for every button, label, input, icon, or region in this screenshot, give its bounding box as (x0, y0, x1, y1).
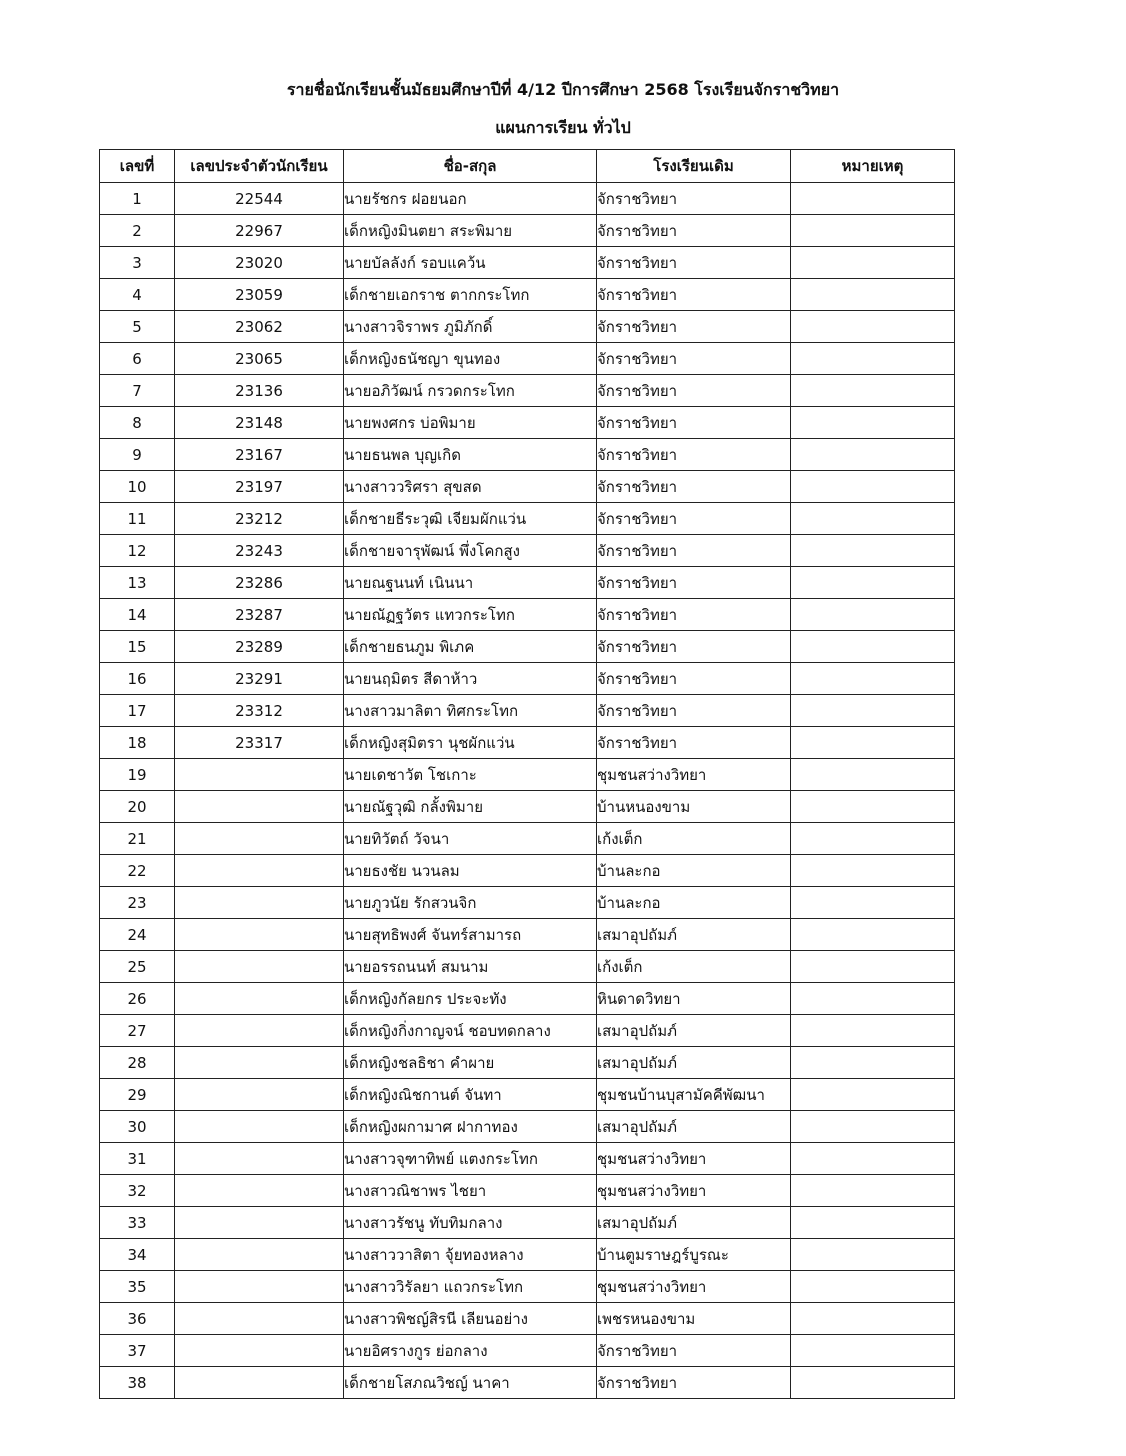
student-name-cell: เด็กหญิงณิชกานต์ จันทา (344, 1079, 597, 1111)
student-id-cell (175, 1239, 344, 1271)
table-row (100, 663, 955, 695)
previous-school-cell: เสมาอุปถัมภ์ (597, 1207, 791, 1239)
student-name-cell: นายอรรถนนท์ สมนาม (344, 951, 597, 983)
student-id-cell (175, 1047, 344, 1079)
student-name-cell: นายณัฏฐวัตร แทวกระโทก (344, 599, 597, 631)
student-number-cell: 8 (100, 407, 175, 439)
remarks-cell (791, 535, 955, 567)
table-row (100, 823, 955, 855)
previous-school-cell: เสมาอุปถัมภ์ (597, 1047, 791, 1079)
student-number-cell: 5 (100, 311, 175, 343)
previous-school-cell: เสมาอุปถัมภ์ (597, 1015, 791, 1047)
remarks-cell (791, 983, 955, 1015)
student-number-cell: 28 (100, 1047, 175, 1079)
remarks-cell (791, 727, 955, 759)
student-name-cell: นางสาวจิราพร ภูมิภักดิ์ (344, 311, 597, 343)
remarks-cell (791, 1015, 955, 1047)
student-id-cell: 23065 (175, 343, 344, 375)
remarks-cell (791, 311, 955, 343)
column-header-name: ชื่อ-สกุล (344, 150, 597, 183)
student-name-cell: นางสาววาสิตา จุ้ยทองหลาง (344, 1239, 597, 1271)
remarks-cell (791, 439, 955, 471)
table-row (100, 1175, 955, 1207)
table-row (100, 343, 955, 375)
student-id-cell (175, 1207, 344, 1239)
table-row (100, 215, 955, 247)
student-number-cell: 21 (100, 823, 175, 855)
student-id-cell: 22544 (175, 183, 344, 215)
previous-school-cell: จักราชวิทยา (597, 535, 791, 567)
table-row (100, 1143, 955, 1175)
previous-school-cell: จักราชวิทยา (597, 663, 791, 695)
table-row (100, 1047, 955, 1079)
previous-school-cell: จักราชวิทยา (597, 311, 791, 343)
student-id-cell: 23291 (175, 663, 344, 695)
previous-school-cell: เก้งเต็ก (597, 951, 791, 983)
table-row (100, 567, 955, 599)
table-row (100, 311, 955, 343)
student-name-cell: เด็กหญิงมินตยา สระพิมาย (344, 215, 597, 247)
table-row (100, 503, 955, 535)
student-number-cell: 20 (100, 791, 175, 823)
previous-school-cell: ชุมชนสว่างวิทยา (597, 759, 791, 791)
table-header-row (100, 150, 955, 183)
remarks-cell (791, 823, 955, 855)
student-id-cell: 23287 (175, 599, 344, 631)
student-name-cell: นางสาวรัชนู ทับทิมกลาง (344, 1207, 597, 1239)
remarks-cell (791, 663, 955, 695)
document-subtitle: แผนการเรียน ทั่วไป (495, 118, 631, 137)
student-name-cell: เด็กชายจารุพัฒน์ พึ่งโคกสูง (344, 535, 597, 567)
table-row (100, 375, 955, 407)
student-id-cell (175, 791, 344, 823)
previous-school-cell: จักราชวิทยา (597, 343, 791, 375)
student-id-cell: 23212 (175, 503, 344, 535)
previous-school-cell: จักราชวิทยา (597, 599, 791, 631)
student-name-cell: นายบัลลังก์ รอบแคว้น (344, 247, 597, 279)
remarks-cell (791, 695, 955, 727)
student-id-cell: 23020 (175, 247, 344, 279)
table-row (100, 535, 955, 567)
remarks-cell (791, 1047, 955, 1079)
table-row (100, 1111, 955, 1143)
table-row (100, 1079, 955, 1111)
student-id-cell: 23286 (175, 567, 344, 599)
previous-school-cell: จักราชวิทยา (597, 631, 791, 663)
student-number-cell: 19 (100, 759, 175, 791)
student-number-cell: 13 (100, 567, 175, 599)
remarks-cell (791, 1367, 955, 1399)
student-id-cell (175, 887, 344, 919)
previous-school-cell: ชุมชนบ้านบุสามัคคีพัฒนา (597, 1079, 791, 1111)
student-name-cell: นายณัฐวุฒิ กลั้งพิมาย (344, 791, 597, 823)
remarks-cell (791, 407, 955, 439)
table-row (100, 631, 955, 663)
student-name-cell: นายอิศรางกูร ย่อกลาง (344, 1335, 597, 1367)
remarks-cell (791, 599, 955, 631)
remarks-cell (791, 791, 955, 823)
student-name-cell: นายพงศกร บ่อพิมาย (344, 407, 597, 439)
remarks-cell (791, 631, 955, 663)
previous-school-cell: จักราชวิทยา (597, 375, 791, 407)
student-number-cell: 15 (100, 631, 175, 663)
student-number-cell: 27 (100, 1015, 175, 1047)
student-number-cell: 31 (100, 1143, 175, 1175)
remarks-cell (791, 1207, 955, 1239)
table-row (100, 1335, 955, 1367)
student-id-cell: 23317 (175, 727, 344, 759)
student-name-cell: นางสาวณิชาพร ไชยา (344, 1175, 597, 1207)
previous-school-cell: จักราชวิทยา (597, 407, 791, 439)
student-name-cell: นางสาววริศรา สุขสด (344, 471, 597, 503)
remarks-cell (791, 279, 955, 311)
table-row (100, 1303, 955, 1335)
student-id-cell: 23136 (175, 375, 344, 407)
student-name-cell: เด็กหญิงผกามาศ ฝากาทอง (344, 1111, 597, 1143)
previous-school-cell: หินดาดวิทยา (597, 983, 791, 1015)
table-row (100, 183, 955, 215)
remarks-cell (791, 887, 955, 919)
table-body (100, 183, 955, 1399)
student-number-cell: 37 (100, 1335, 175, 1367)
remarks-cell (791, 343, 955, 375)
student-number-cell: 16 (100, 663, 175, 695)
student-name-cell: นายรัชกร ฝอยนอก (344, 183, 597, 215)
remarks-cell (791, 1271, 955, 1303)
table-row (100, 439, 955, 471)
previous-school-cell: บ้านหนองขาม (597, 791, 791, 823)
remarks-cell (791, 567, 955, 599)
remarks-cell (791, 1303, 955, 1335)
remarks-cell (791, 1239, 955, 1271)
student-number-cell: 2 (100, 215, 175, 247)
student-id-cell (175, 1111, 344, 1143)
student-name-cell: นายเดชาวัต โชเกาะ (344, 759, 597, 791)
previous-school-cell: จักราชวิทยา (597, 1367, 791, 1399)
student-id-cell: 23243 (175, 535, 344, 567)
student-id-cell (175, 855, 344, 887)
previous-school-cell: ชุมชนสว่างวิทยา (597, 1175, 791, 1207)
student-id-cell: 23312 (175, 695, 344, 727)
student-name-cell: นายนฤมิตร สีดาห้าว (344, 663, 597, 695)
student-id-cell: 23167 (175, 439, 344, 471)
student-number-cell: 14 (100, 599, 175, 631)
student-number-cell: 25 (100, 951, 175, 983)
student-id-cell: 23197 (175, 471, 344, 503)
table-row (100, 855, 955, 887)
remarks-cell (791, 375, 955, 407)
student-name-cell: เด็กหญิงชลธิชา คำผาย (344, 1047, 597, 1079)
table-row (100, 887, 955, 919)
student-name-cell: นายภูวนัย รักสวนจิก (344, 887, 597, 919)
remarks-cell (791, 1335, 955, 1367)
previous-school-cell: จักราชวิทยา (597, 247, 791, 279)
student-name-cell: นายธงชัย นวนลม (344, 855, 597, 887)
table-row (100, 759, 955, 791)
student-id-cell: 23289 (175, 631, 344, 663)
student-id-cell: 23059 (175, 279, 344, 311)
student-id-cell (175, 1079, 344, 1111)
student-id-cell (175, 1271, 344, 1303)
student-roster-table (99, 149, 955, 1399)
student-number-cell: 18 (100, 727, 175, 759)
student-name-cell: นายทิวัตถ์ วัจนา (344, 823, 597, 855)
table-row (100, 1015, 955, 1047)
student-number-cell: 32 (100, 1175, 175, 1207)
student-name-cell: นายธนพล บุญเกิด (344, 439, 597, 471)
student-number-cell: 6 (100, 343, 175, 375)
student-number-cell: 9 (100, 439, 175, 471)
table-row (100, 983, 955, 1015)
column-header-number: เลขที่ (100, 150, 175, 183)
table-row (100, 1239, 955, 1271)
student-id-cell (175, 951, 344, 983)
table-row (100, 727, 955, 759)
table-row (100, 791, 955, 823)
student-name-cell: เด็กชายธนภูม พิเภค (344, 631, 597, 663)
student-id-cell (175, 1143, 344, 1175)
remarks-cell (791, 183, 955, 215)
student-number-cell: 22 (100, 855, 175, 887)
column-header-student-id: เลขประจำตัวนักเรียน (175, 150, 344, 183)
remarks-cell (791, 919, 955, 951)
previous-school-cell: จักราชวิทยา (597, 439, 791, 471)
student-number-cell: 33 (100, 1207, 175, 1239)
student-number-cell: 36 (100, 1303, 175, 1335)
previous-school-cell: ชุมชนสว่างวิทยา (597, 1271, 791, 1303)
student-name-cell: นางสาวจุฑาทิพย์ แตงกระโทก (344, 1143, 597, 1175)
student-name-cell: นายณฐนนท์ เนินนา (344, 567, 597, 599)
table-row (100, 471, 955, 503)
column-header-remarks: หมายเหตุ (791, 150, 955, 183)
student-number-cell: 7 (100, 375, 175, 407)
previous-school-cell: บ้านละกอ (597, 855, 791, 887)
student-number-cell: 38 (100, 1367, 175, 1399)
previous-school-cell: บ้านละกอ (597, 887, 791, 919)
student-name-cell: นายสุทธิพงศ์ จันทร์สามารถ (344, 919, 597, 951)
previous-school-cell: ชุมชนสว่างวิทยา (597, 1143, 791, 1175)
previous-school-cell: จักราชวิทยา (597, 727, 791, 759)
column-header-previous-school: โรงเรียนเดิม (597, 150, 791, 183)
student-number-cell: 3 (100, 247, 175, 279)
remarks-cell (791, 855, 955, 887)
remarks-cell (791, 247, 955, 279)
previous-school-cell: เสมาอุปถัมภ์ (597, 919, 791, 951)
student-name-cell: นางสาวพิชญ์สิรนี เลียนอย่าง (344, 1303, 597, 1335)
previous-school-cell: จักราชวิทยา (597, 567, 791, 599)
student-name-cell: เด็กชายธีระวุฒิ เจียมผักแว่น (344, 503, 597, 535)
student-id-cell (175, 919, 344, 951)
student-number-cell: 4 (100, 279, 175, 311)
table-row (100, 695, 955, 727)
previous-school-cell: เก้งเต็ก (597, 823, 791, 855)
previous-school-cell: จักราชวิทยา (597, 215, 791, 247)
student-id-cell (175, 1303, 344, 1335)
student-number-cell: 29 (100, 1079, 175, 1111)
table-row (100, 919, 955, 951)
table-row (100, 1271, 955, 1303)
student-name-cell: เด็กชายโสภณวิชญ์ นาคา (344, 1367, 597, 1399)
student-id-cell: 22967 (175, 215, 344, 247)
student-number-cell: 1 (100, 183, 175, 215)
student-name-cell: เด็กหญิงสุมิตรา นุชผักแว่น (344, 727, 597, 759)
previous-school-cell: จักราชวิทยา (597, 183, 791, 215)
student-id-cell (175, 983, 344, 1015)
student-id-cell: 23062 (175, 311, 344, 343)
student-number-cell: 17 (100, 695, 175, 727)
student-number-cell: 34 (100, 1239, 175, 1271)
table-row (100, 407, 955, 439)
remarks-cell (791, 471, 955, 503)
student-name-cell: เด็กหญิงกิ่งกาญจน์ ชอบทดกลาง (344, 1015, 597, 1047)
student-id-cell (175, 1175, 344, 1207)
previous-school-cell: จักราชวิทยา (597, 1335, 791, 1367)
table-row (100, 279, 955, 311)
student-id-cell (175, 1335, 344, 1367)
previous-school-cell: จักราชวิทยา (597, 695, 791, 727)
remarks-cell (791, 215, 955, 247)
student-id-cell (175, 823, 344, 855)
remarks-cell (791, 951, 955, 983)
student-name-cell: นางสาววิรัลยา แถวกระโทก (344, 1271, 597, 1303)
student-id-cell (175, 759, 344, 791)
student-name-cell: เด็กหญิงกัลยกร ประจะทัง (344, 983, 597, 1015)
remarks-cell (791, 759, 955, 791)
student-number-cell: 11 (100, 503, 175, 535)
student-id-cell (175, 1367, 344, 1399)
previous-school-cell: จักราชวิทยา (597, 471, 791, 503)
student-number-cell: 35 (100, 1271, 175, 1303)
remarks-cell (791, 1079, 955, 1111)
student-number-cell: 26 (100, 983, 175, 1015)
table-row (100, 1367, 955, 1399)
previous-school-cell: จักราชวิทยา (597, 503, 791, 535)
student-id-cell (175, 1015, 344, 1047)
student-number-cell: 23 (100, 887, 175, 919)
student-number-cell: 10 (100, 471, 175, 503)
table-row (100, 951, 955, 983)
previous-school-cell: เพชรหนองขาม (597, 1303, 791, 1335)
table-row (100, 247, 955, 279)
student-id-cell: 23148 (175, 407, 344, 439)
student-name-cell: เด็กชายเอกราช ตากกระโทก (344, 279, 597, 311)
table-row (100, 599, 955, 631)
student-number-cell: 30 (100, 1111, 175, 1143)
student-name-cell: เด็กหญิงธนัชญา ขุนทอง (344, 343, 597, 375)
remarks-cell (791, 1111, 955, 1143)
document-title: รายชื่อนักเรียนชั้นมัธยมศึกษาปีที่ 4/12 ปีการศึกษา 2568 โรงเรียนจักราชวิทยา (286, 80, 840, 99)
previous-school-cell: เสมาอุปถัมภ์ (597, 1111, 791, 1143)
student-number-cell: 24 (100, 919, 175, 951)
remarks-cell (791, 503, 955, 535)
previous-school-cell: จักราชวิทยา (597, 279, 791, 311)
table-row (100, 1207, 955, 1239)
remarks-cell (791, 1143, 955, 1175)
student-name-cell: นางสาวมาลิตา ทิศกระโทก (344, 695, 597, 727)
remarks-cell (791, 1175, 955, 1207)
student-number-cell: 12 (100, 535, 175, 567)
student-name-cell: นายอภิวัฒน์ กรวดกระโทก (344, 375, 597, 407)
previous-school-cell: บ้านตูมราษฎร์บูรณะ (597, 1239, 791, 1271)
